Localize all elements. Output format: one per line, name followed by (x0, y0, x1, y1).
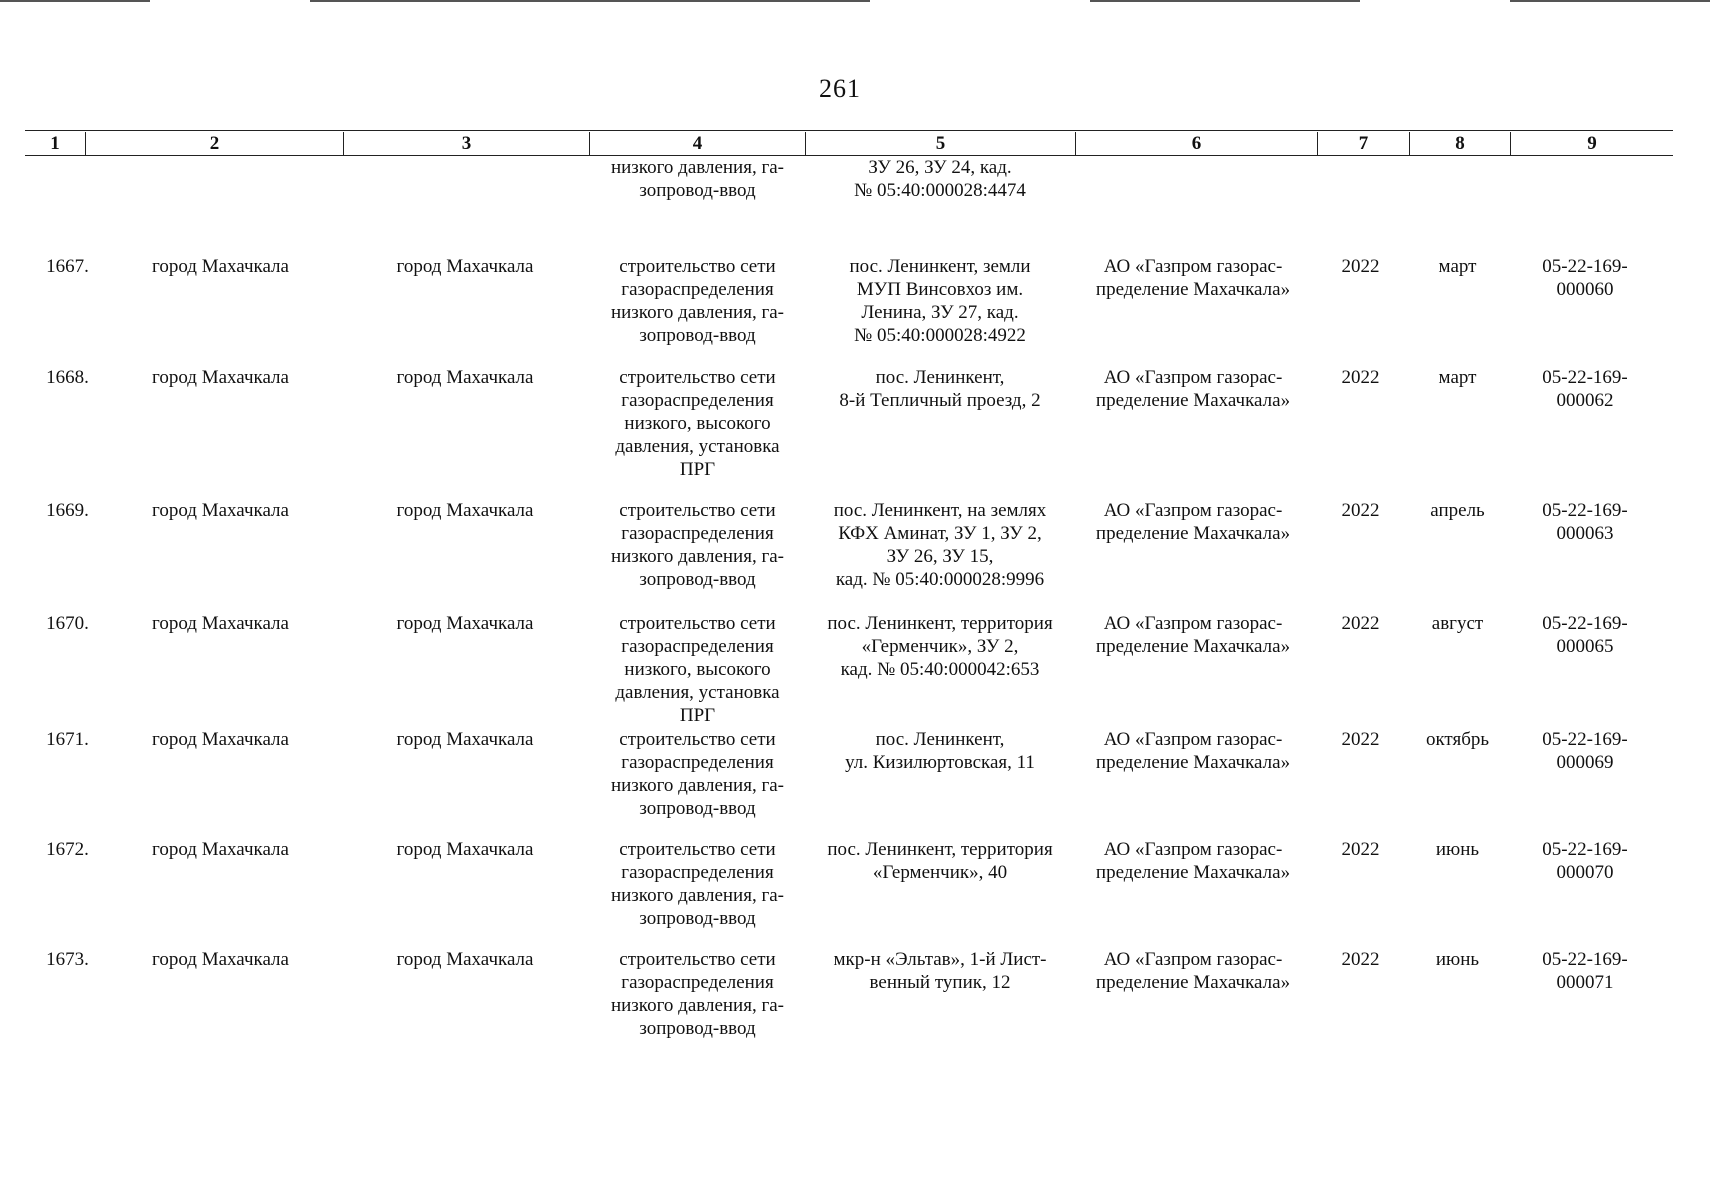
page-number: 261 (819, 74, 861, 103)
row-number-cell: 1673. (46, 949, 89, 970)
settlement-cell: город Махачкала (396, 949, 534, 970)
month-cell: июнь (1435, 839, 1480, 860)
address-cell: ЗУ 26, ЗУ 24, кад. № 05:40:000028:4474 (854, 157, 1026, 201)
row-number-cell: 1667. (46, 256, 89, 277)
row-number-cell: 1671. (46, 729, 89, 750)
code-cell: 05-22-169- 000063 (1542, 500, 1628, 544)
code-cell: 05-22-169- 000062 (1542, 367, 1628, 411)
organization-cell: АО «Газпром газорас- пределение Махачкала» (1095, 256, 1291, 300)
address-cell: пос. Ленинкент, земли МУП Винсовхоз им. Ленина, ЗУ 27, кад. № 05:40:000028:4922 (849, 256, 1031, 346)
address-cell: пос. Ленинкент, ул. Кизилюртовская, 11 (845, 729, 1035, 773)
column-header-6: 6 (1075, 132, 1317, 156)
municipality-cell: город Махачкала (152, 839, 289, 860)
work-description-cell: строительство сети газораспределения низкого давления, га- зопровод-ввод (610, 256, 785, 346)
organization-cell: АО «Газпром газорас- пределение Махачкала» (1095, 949, 1291, 993)
row-number-cell: 1668. (46, 367, 89, 388)
scan-edge-mark (1510, 0, 1710, 2)
month-cell: июнь (1435, 949, 1480, 970)
address-cell: пос. Ленинкент, 8-й Тепличный проезд, 2 (839, 367, 1041, 411)
municipality-cell: город Махачкала (152, 500, 289, 521)
code-cell: 05-22-169- 000060 (1542, 256, 1628, 300)
address-cell: пос. Ленинкент, территория «Герменчик», 40 (827, 839, 1053, 883)
column-header-9: 9 (1510, 132, 1673, 156)
year-cell: 2022 (1341, 839, 1380, 860)
settlement-cell: город Махачкала (396, 729, 534, 750)
row-number-cell: 1672. (46, 839, 89, 860)
column-header-7: 7 (1317, 132, 1409, 156)
work-description-cell: строительство сети газораспределения низкого давления, га- зопровод-ввод (610, 500, 785, 590)
year-cell: 2022 (1341, 367, 1380, 388)
address-cell: пос. Ленинкент, на землях КФХ Аминат, ЗУ 1, ЗУ 2, ЗУ 26, ЗУ 15, кад. № 05:40:000028:9996 (833, 500, 1047, 590)
organization-cell: АО «Газпром газорас- пределение Махачкала» (1095, 367, 1291, 411)
column-header-8: 8 (1409, 132, 1510, 156)
column-header-2: 2 (85, 132, 343, 156)
organization-cell: АО «Газпром газорас- пределение Махачкала» (1095, 729, 1291, 773)
settlement-cell: город Махачкала (396, 613, 534, 634)
code-cell: 05-22-169- 000069 (1542, 729, 1628, 773)
year-cell: 2022 (1341, 613, 1380, 634)
settlement-cell: город Махачкала (396, 256, 534, 277)
work-description-cell: строительство сети газораспределения низкого давления, га- зопровод-ввод (610, 949, 785, 1039)
work-description-cell: строительство сети газораспределения низкого, высокого давления, установка ПРГ (615, 613, 780, 726)
work-description-cell: строительство сети газораспределения низкого давления, га- зопровод-ввод (610, 839, 785, 929)
settlement-cell: город Махачкала (396, 500, 534, 521)
scan-edge-mark (310, 0, 870, 2)
month-cell: март (1438, 256, 1477, 277)
column-header-4: 4 (589, 132, 805, 156)
municipality-cell: город Махачкала (152, 613, 289, 634)
address-cell: пос. Ленинкент, территория «Герменчик», ЗУ 2, кад. № 05:40:000042:653 (827, 613, 1053, 680)
table-top-rule (25, 130, 1673, 131)
municipality-cell: город Махачкала (152, 729, 289, 750)
column-header-1: 1 (50, 133, 60, 154)
code-cell: 05-22-169- 000071 (1542, 949, 1628, 993)
work-description-cell: низкого давления, га- зопровод-ввод (610, 157, 785, 201)
column-header-5: 5 (805, 132, 1075, 156)
organization-cell: АО «Газпром газорас- пределение Махачкала» (1095, 500, 1291, 544)
municipality-cell: город Махачкала (152, 949, 289, 970)
work-description-cell: строительство сети газораспределения низкого, высокого давления, установка ПРГ (615, 367, 780, 480)
year-cell: 2022 (1341, 729, 1380, 750)
settlement-cell: город Махачкала (396, 367, 534, 388)
scan-edge-mark (1090, 0, 1360, 2)
year-cell: 2022 (1341, 500, 1380, 521)
month-cell: август (1431, 613, 1484, 634)
row-number-cell: 1669. (46, 500, 89, 521)
code-cell: 05-22-169- 000070 (1542, 839, 1628, 883)
municipality-cell: город Махачкала (152, 256, 289, 277)
month-cell: апрель (1430, 500, 1485, 521)
month-cell: март (1438, 367, 1477, 388)
row-number-cell: 1670. (46, 613, 89, 634)
year-cell: 2022 (1341, 256, 1380, 277)
organization-cell: АО «Газпром газорас- пределение Махачкала» (1095, 839, 1291, 883)
column-header-3: 3 (343, 132, 589, 156)
scan-edge-mark (0, 0, 150, 2)
municipality-cell: город Махачкала (152, 367, 289, 388)
work-description-cell: строительство сети газораспределения низкого давления, га- зопровод-ввод (610, 729, 785, 819)
settlement-cell: город Махачкала (396, 839, 534, 860)
organization-cell: АО «Газпром газорас- пределение Махачкала» (1095, 613, 1291, 657)
year-cell: 2022 (1341, 949, 1380, 970)
address-cell: мкр-н «Эльтав», 1-й Лист- венный тупик, 12 (833, 949, 1047, 993)
month-cell: октябрь (1425, 729, 1490, 750)
code-cell: 05-22-169- 000065 (1542, 613, 1628, 657)
